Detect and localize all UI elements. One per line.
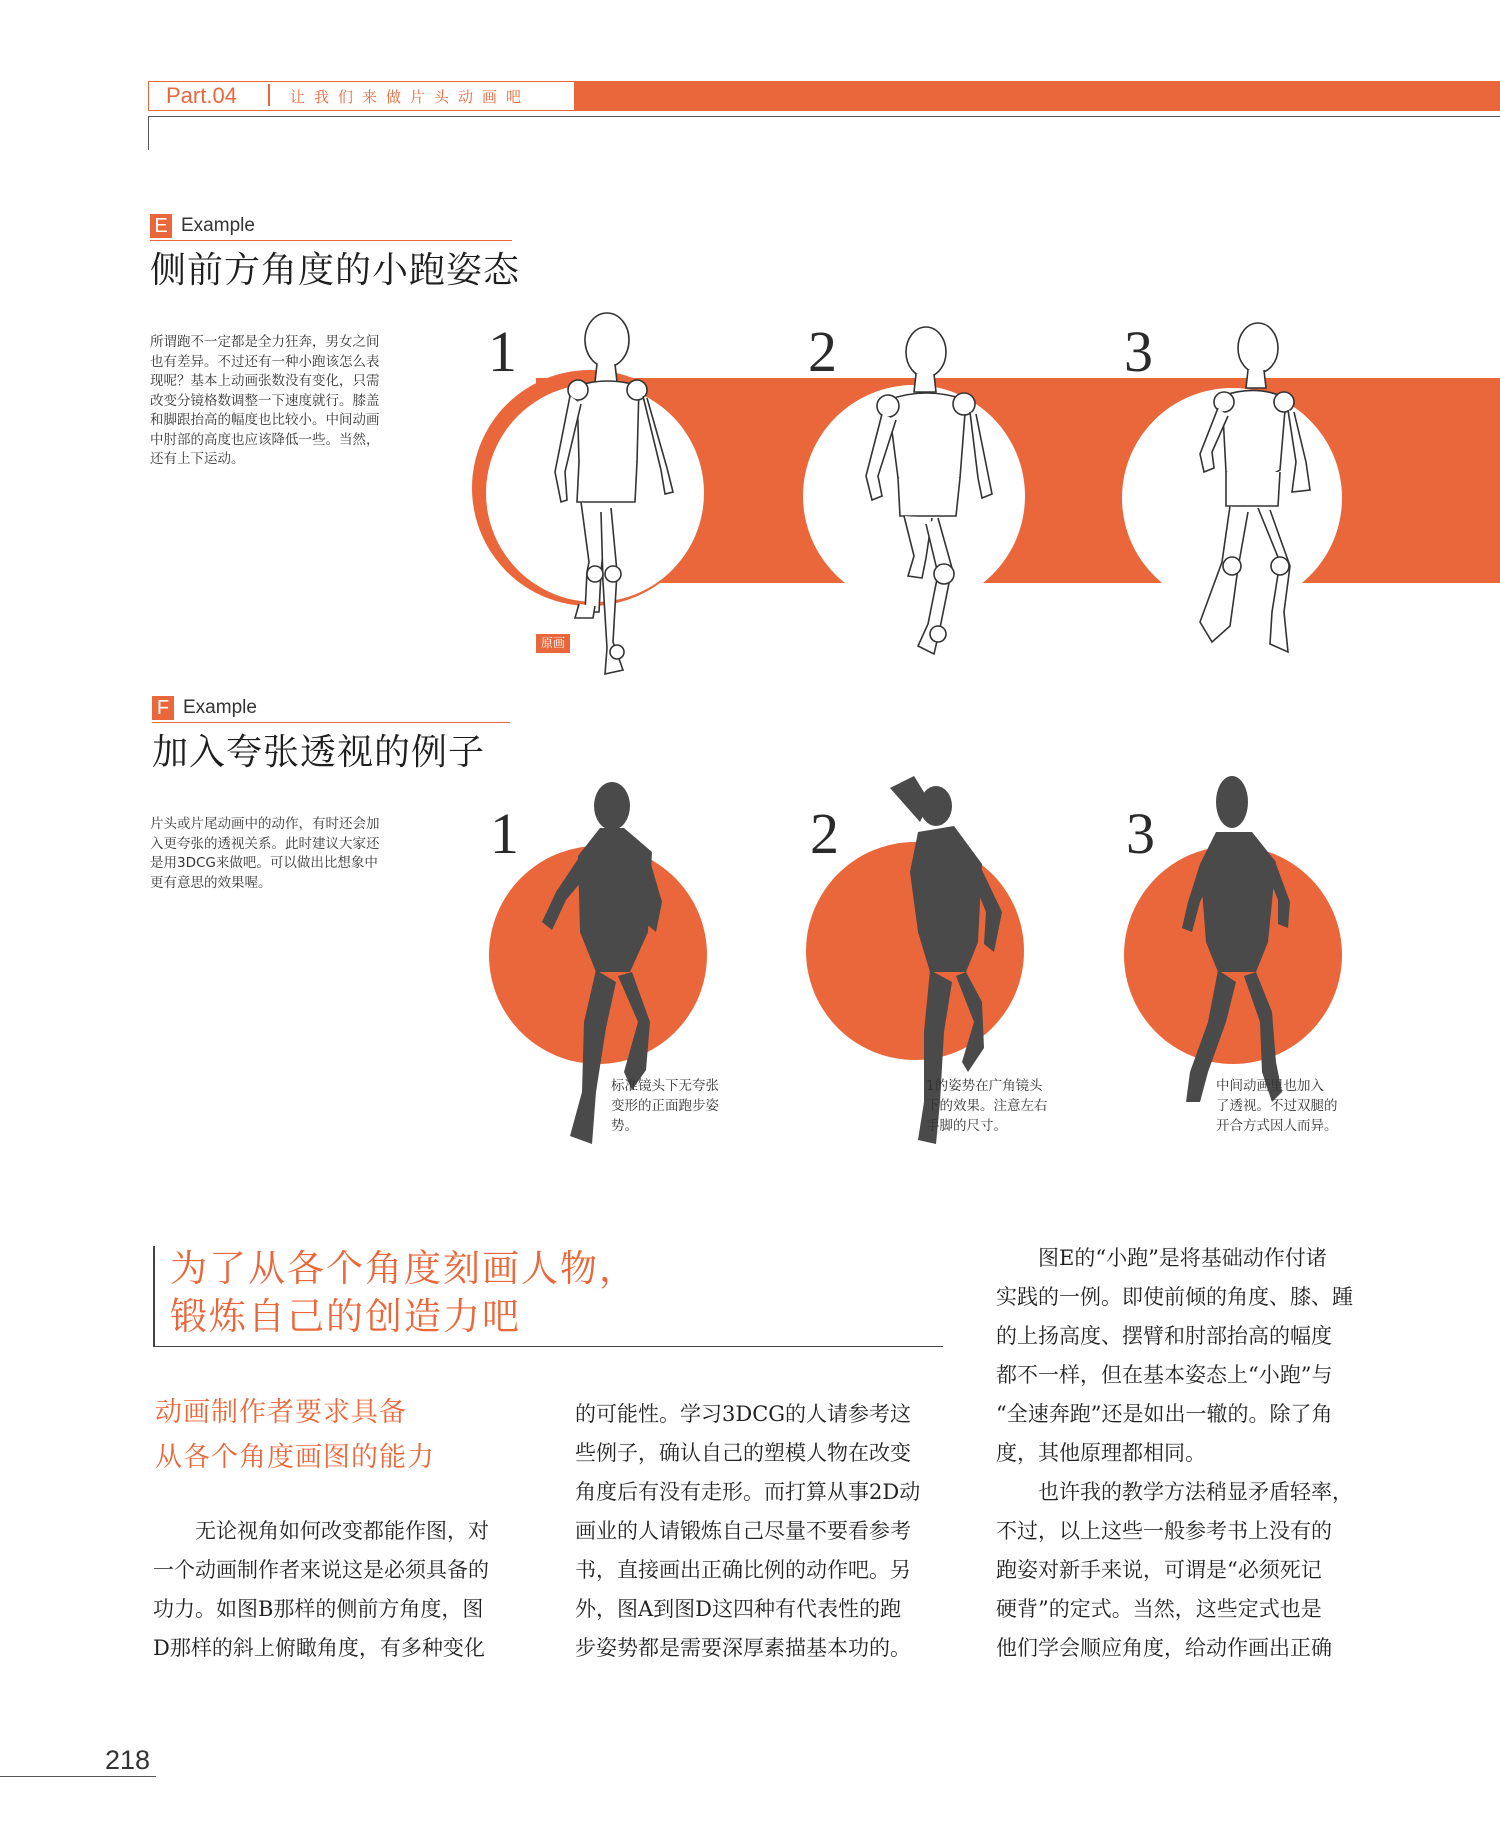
footer-rule <box>0 1776 156 1777</box>
example-f-title: 加入夸张透视的例子 <box>152 732 486 773</box>
example-e-title: 侧前方角度的小跑姿态 <box>150 250 521 291</box>
headline-bottom-rule <box>153 1346 943 1347</box>
example-f-rule <box>152 722 510 723</box>
example-f-badge: F <box>152 696 174 720</box>
article-headline: 为了从各个角度刻画人物， 锻炼自己的创造力吧 <box>170 1247 638 1338</box>
article-column-3: 图E的“小跑”是将基础动作付诸 实践的一例。即使前倾的角度、膝、踵 的上扬高度、摆臂和肘部抬高的幅度 都不一样，但在基本姿态上“小跑”与 “全速奔跑”还是如出一辙的。除了角 度，其他原理都相同。 也许我的教学方法稍显矛盾轻率， 不过，以上这些一般参考书上没有的 跑姿对新手来说，可谓是“必须死记 硬背”的定式。当然，这些定式也是 他们学会顺应角度，给动作画出正确 <box>996 1246 1353 1660</box>
example-e-description: 所谓跑不一定都是全力狂奔，男女之间 也有差异。不过还有一种小跑该怎么表 现呢？基本上动画张数没有变化，只需 改变分镜格数调整一下速度就行。膝盖 和脚跟抬高的幅度也比较小。中间动画 中肘部的高度也应该降低一些。当然， 还有上下运动。 <box>150 334 380 467</box>
article-column-1: 无论视角如何改变都能作图，对 一个动画制作者来说这是必须具备的 功力。如图B那样的侧前方角度，图 D那样的斜上俯瞰角度，有多种变化 <box>153 1519 489 1660</box>
example-f-caption-3: 中间动画里也加入 了透视。不过双腿的 开合方式因人而异。 <box>1216 1078 1338 1134</box>
example-e-number-1: 1 <box>488 319 517 384</box>
example-e-number-2: 2 <box>808 319 837 384</box>
example-e-number-3: 3 <box>1124 319 1153 384</box>
example-f-description: 片头或片尾动画中的动作，有时还会加 入更夸张的透视关系。此时建议大家还 是用3DCG来做吧。可以做出比想象中 更有意思的效果喔。 <box>150 816 380 891</box>
example-f-caption-1: 标准镜头下无夸张 变形的正面跑步姿 势。 <box>611 1078 719 1134</box>
sketch-figure-3 <box>1160 322 1330 682</box>
example-e-label: Example <box>181 215 255 236</box>
example-f-caption-2: 1的姿势在广角镜头 下的效果。注意左右 手脚的尺寸。 <box>926 1078 1048 1134</box>
page-number: 218 <box>105 1745 151 1775</box>
example-e-badge: E <box>150 214 172 238</box>
header-tick <box>148 116 149 150</box>
header-separator <box>268 84 270 106</box>
sketch-figure-2 <box>842 328 1012 688</box>
article-subhead: 动画制作者要求具备 从各个角度画图的能力 <box>155 1397 435 1473</box>
header-chapter-title: 让我们来做片头动画吧 <box>290 88 531 106</box>
example-f-number-1: 1 <box>490 801 519 866</box>
header-part-label: Part.04 <box>166 83 237 108</box>
example-f-number-3: 3 <box>1126 801 1155 866</box>
article-column-2: 的可能性。学习3DCG的人请参考这 些例子，确认自己的塑模人物在改变 角度后有没有走形。而打算从事2D动 画业的人请锻炼自己尽量不要看参考 书，直接画出正确比例的动作吧。另 外，图A到图D这四种有代表性的跑 步姿势都是需要深厚素描基本功的。 <box>575 1402 921 1660</box>
keyframe-tag: 原画 <box>536 634 570 653</box>
header-accent-bar <box>573 81 1500 111</box>
example-e-rule <box>150 240 512 241</box>
sketch-figure-1 <box>515 312 685 682</box>
example-f-number-2: 2 <box>810 801 839 866</box>
headline-left-rule <box>153 1246 155 1346</box>
header-rule <box>148 116 1500 117</box>
example-f-label: Example <box>183 697 257 718</box>
